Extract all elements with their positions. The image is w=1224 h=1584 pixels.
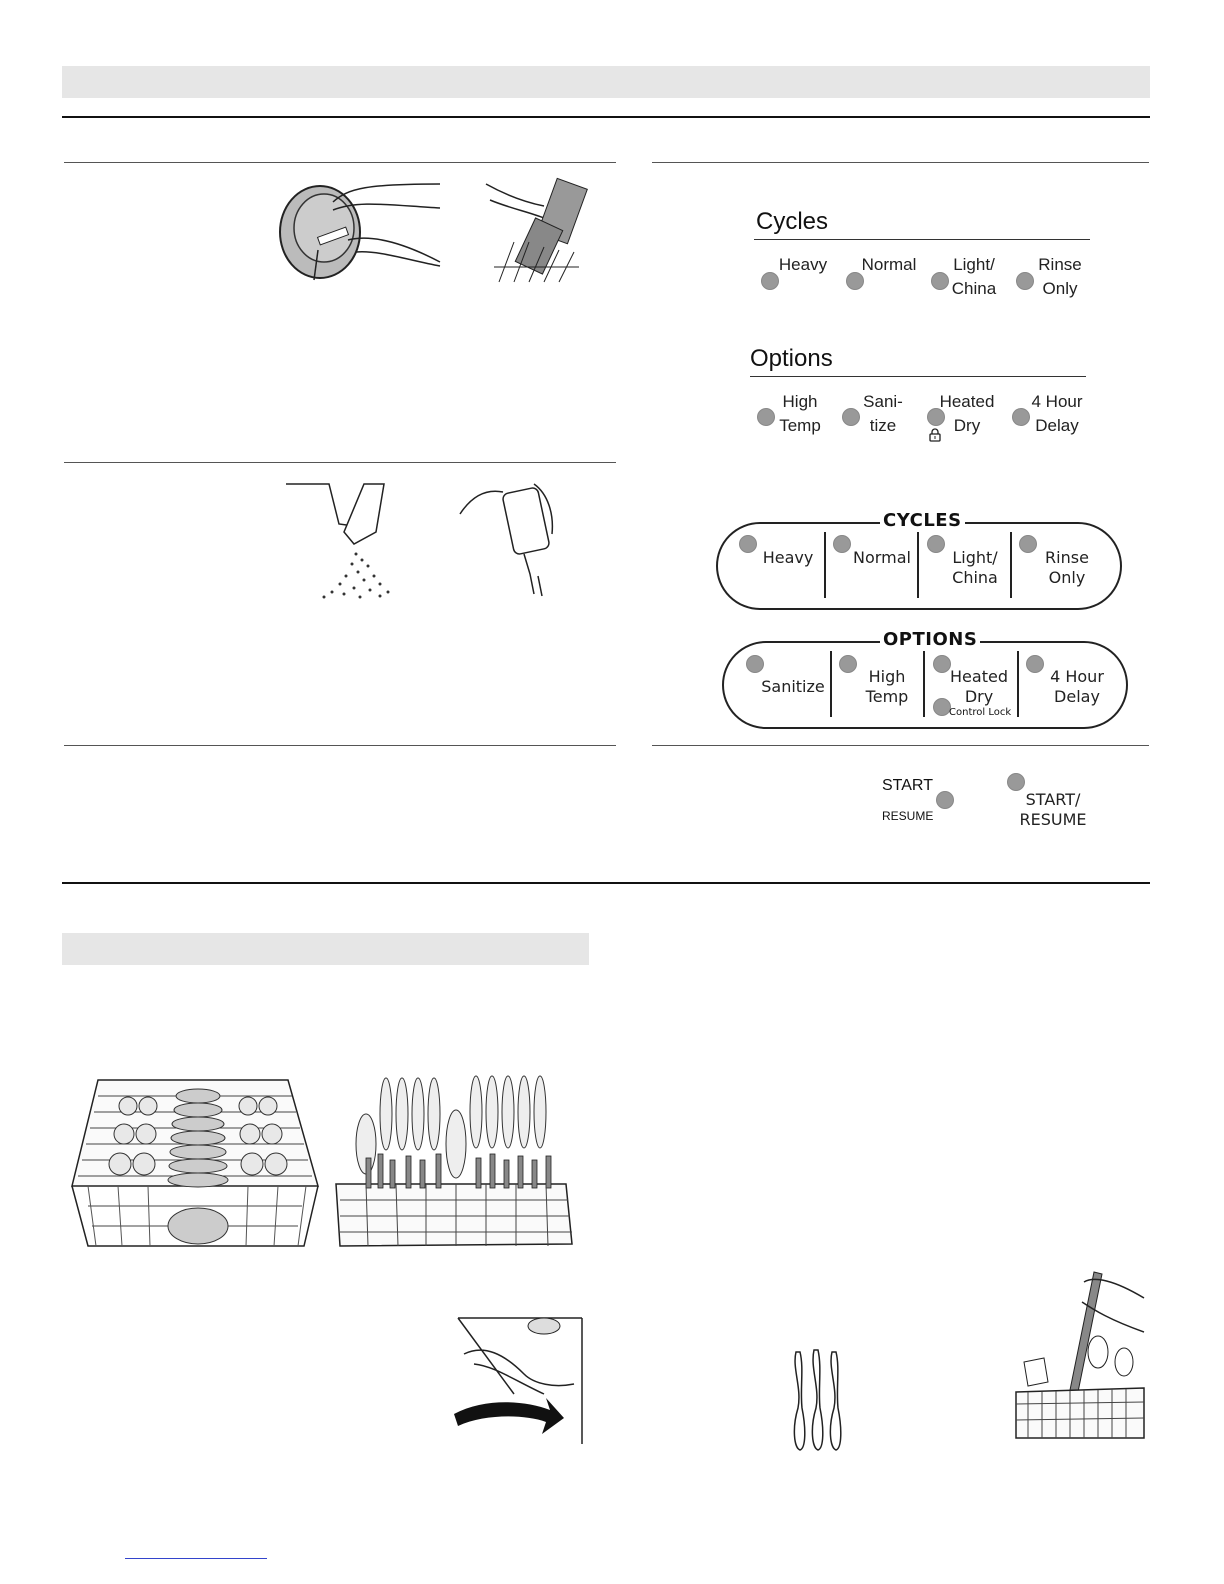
cycle-label-heavy: Heavy — [778, 255, 828, 274]
start-label-b: START/ RESUME — [1019, 790, 1087, 829]
control-lock-label: Control Lock — [949, 707, 1012, 718]
start-led-b — [1007, 773, 1025, 791]
cycles-heading-underline — [754, 239, 1090, 240]
resume-label-a: RESUME — [882, 809, 934, 823]
options-separator-2 — [923, 651, 925, 717]
cycles-separator-2 — [917, 532, 919, 598]
options-heading-underline — [750, 376, 1086, 377]
option-pill-led-high-temp — [839, 655, 857, 673]
right-divider-1 — [652, 162, 1149, 163]
powder-detergent-illustration — [284, 484, 404, 599]
options-separator-3 — [1017, 651, 1019, 717]
option-pill-label-heated-dry: Heated Dry — [950, 667, 1008, 706]
mid-rule — [62, 882, 1150, 884]
cycle-pill-label-normal: Normal — [853, 548, 911, 567]
start-led-a — [936, 791, 954, 809]
cycle-pill-led-rinse-only — [1019, 535, 1037, 553]
options-pill-title: OPTIONS — [880, 629, 980, 650]
cycle-pill-led-light-china — [927, 535, 945, 553]
option-pill-label-sanitize: Sanitize — [761, 677, 825, 696]
lower-rack-illustration — [326, 1074, 576, 1250]
option-label-heated-dry: Heated Dry — [939, 392, 995, 435]
cycle-label-normal: Normal — [861, 255, 917, 274]
cycle-label-light-china: Light/ China — [951, 255, 997, 298]
load-glasses-illustration — [484, 182, 584, 282]
rinse-aid-bottle-illustration — [458, 484, 558, 599]
rack-adjust-illustration — [454, 1314, 586, 1444]
top-section-header-band — [62, 66, 1150, 98]
cycle-pill-led-heavy — [739, 535, 757, 553]
option-pill-label-4-hour-delay: 4 Hour Delay — [1050, 667, 1104, 706]
cycle-pill-label-rinse-only: Rinse Only — [1045, 548, 1089, 587]
left-divider-3 — [64, 745, 616, 746]
left-divider-1 — [64, 162, 616, 163]
options-heading: Options — [750, 345, 833, 372]
cycles-separator-3 — [1010, 532, 1012, 598]
option-label-high-temp: High Temp — [779, 392, 821, 435]
top-rule — [62, 116, 1150, 118]
option-pill-label-high-temp: High Temp — [865, 667, 909, 706]
options-separator-1 — [830, 651, 832, 717]
start-label-a: START — [882, 777, 933, 794]
lock-icon — [929, 428, 941, 442]
cycle-pill-label-heavy: Heavy — [762, 548, 814, 567]
option-label-sanitize: Sani- tize — [863, 392, 903, 435]
left-divider-2 — [64, 462, 616, 463]
cycle-pill-led-normal — [833, 535, 851, 553]
loading-section-header-band — [62, 933, 589, 965]
cycle-pill-label-light-china: Light/ China — [952, 548, 998, 587]
utensil-basket-illustration — [1014, 1272, 1146, 1440]
cycle-label-rinse-only: Rinse Only — [1038, 255, 1082, 298]
footer-link-underline[interactable] — [125, 1558, 267, 1559]
option-pill-led-sanitize — [746, 655, 764, 673]
option-label-4-hour-delay: 4 Hour Delay — [1031, 392, 1083, 435]
scrape-plate-illustration — [278, 180, 443, 285]
cycles-separator-1 — [824, 532, 826, 598]
upper-rack-illustration — [68, 1076, 322, 1250]
cycles-heading: Cycles — [756, 208, 829, 235]
right-divider-3 — [652, 745, 1149, 746]
cycles-pill-title: CYCLES — [880, 510, 965, 531]
spoons-illustration — [788, 1348, 844, 1454]
